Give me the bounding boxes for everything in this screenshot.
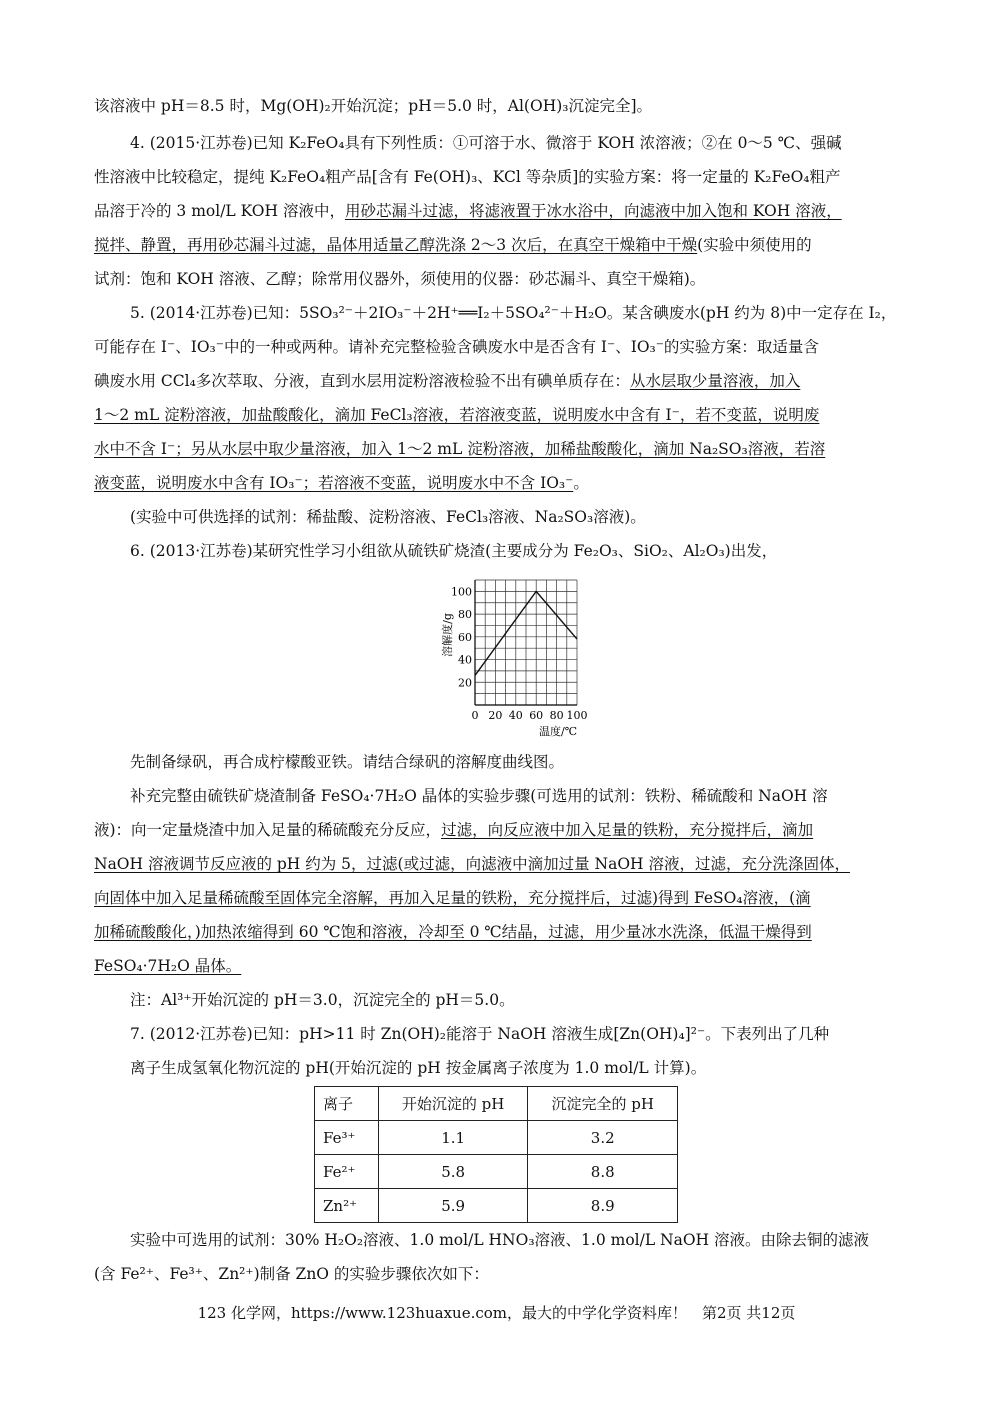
table-cell: 1.1 [378,1121,528,1155]
y-tick-label: 20 [458,676,472,690]
answer-underlined: 过滤，向反应液中加入足量的铁粉，充分搅拌后，滴加 [441,821,814,839]
question-6-note: 注：Al³⁺开始沉淀的 pH＝3.0，沉淀完全的 pH＝5.0。 [130,991,515,1009]
text-span: 液)：向一定量烧渣中加入足量的稀硫酸充分反应， [94,821,442,839]
answer-underlined: 向固体中加入足量稀硫酸至固体完全溶解，再加入足量的铁粉，充分搅拌后，过滤)得到 FeSO₄溶液，(滴 [94,889,811,907]
question-4-line [94,235,812,255]
question-5-line: 5. (2014·江苏卷)已知：5SO₃²⁻＋2IO₃⁻＋2H⁺══I₂＋5SO₄²⁻＋H₂O。某含碘废水(pH 约为 8)中一定存在 I₂， [130,304,897,322]
question-4-line: 4. (2015·江苏卷)已知 K₂FeO₄具有下列性质：①可溶于水、微溶于 KOH 浓溶液；②在 0～5 ℃、强碱 [130,134,842,152]
question-4-line: 试剂：饱和 KOH 溶液、乙醇；除常用仪器外，须使用的仪器：砂芯漏斗、真空干燥箱)。 [94,270,706,288]
answer-underlined: 加稀硫酸酸化，)加热浓缩得到 60 ℃饱和溶液，冷却至 0 ℃结晶，过滤，用少量冰水洗涤，低温干燥得到 [94,923,812,941]
table-cell: 8.8 [528,1155,678,1189]
table-cell: 5.9 [378,1189,528,1223]
text-span: 品溶于冷的 3 mol/L KOH 溶液中， [94,202,345,220]
table-header-cell: 沉淀完全的 pH [528,1087,678,1121]
question-6-line [94,820,813,840]
x-tick-label: 100 [566,709,588,722]
question-7-line: 实验中可选用的试剂：30% H₂O₂溶液、1.0 mol/L HNO₃溶液、1.0 mol/L NaOH 溶液。由除去铜的滤液 [130,1231,869,1249]
x-axis-label: 温度/℃ [538,725,578,738]
table-row [315,1155,678,1189]
y-tick-label: 60 [458,630,472,644]
question-6-line: 补充完整由硫铁矿烧渣制备 FeSO₄·7H₂O 晶体的实验步骤(可选用的试剂：铁粉、稀硫酸和 NaOH 溶 [130,787,828,805]
x-tick-label: 60 [529,709,544,722]
table-cell: Zn²⁺ [315,1189,379,1223]
table-header-cell: 离子 [315,1087,379,1121]
x-tick-label: 80 [549,709,564,722]
table-cell: Fe²⁺ [315,1155,379,1189]
answer-underlined: 1～2 mL 淀粉溶液，加盐酸酸化，滴加 FeCl₃溶液，若溶液变蓝，说明废水中含有 I⁻，若不变蓝，说明废 [94,406,820,424]
page-footer: 123 化学网，https://www.123huaxue.com，最大的中学化学资料库！ 第2页 共12页 [197,1304,796,1322]
table-row [315,1189,678,1223]
x-tick-label: 0 [471,709,479,722]
question-5-line: 可能存在 I⁻、IO₃⁻中的一种或两种。请补充完整检验含碘废水中是否含有 I⁻、IO₃⁻的实验方案：取适量含 [94,338,819,356]
text-line: 该溶液中 pH＝8.5 时，Mg(OH)₂开始沉淀；pH＝5.0 时，Al(OH)₃沉淀完全]。 [94,97,653,115]
question-5-line [94,473,589,493]
y-tick-label: 100 [451,585,472,599]
answer-underlined: 用砂芯漏斗过滤，将滤液置于冰水浴中，向滤液中加入饱和 KOH 溶液， [344,202,842,220]
text-span: 。 [573,474,589,492]
x-tick-label: 20 [488,709,503,722]
y-tick-label: 80 [458,608,472,622]
chart-grid [475,580,577,705]
question-7-line: 离子生成氢氧化物沉淀的 pH(开始沉淀的 pH 按金属离子浓度为 1.0 mol/L 计算)。 [130,1059,707,1077]
answer-underlined: 从水层取少量溶液，加入 [629,372,801,390]
table-cell: Fe³⁺ [315,1121,379,1155]
precipitation-ph-table [314,1086,678,1223]
question-6-line: 先制备绿矾，再合成柠檬酸亚铁。请结合绿矾的溶解度曲线图。 [130,753,565,771]
question-6-line: 6. (2013·江苏卷)某研究性学习小组欲从硫铁矿烧渣(主要成分为 Fe₂O₃、SiO₂、Al₂O₃)出发， [130,542,778,560]
answer-underlined: FeSO₄·7H₂O 晶体。 [94,957,242,975]
table-cell: 8.9 [528,1189,678,1223]
table-header-row [315,1087,678,1121]
answer-underlined: 水中不含 I⁻；另从水层中取少量溶液，加入 1～2 mL 淀粉溶液，加稀盐酸酸化，滴加 Na₂SO₃溶液，若溶 [94,440,826,458]
text-span: (实验中须使用的 [697,236,812,254]
question-4-line: 性溶液中比较稳定，提纯 K₂FeO₄粗产品[含有 Fe(OH)₃、KCl 等杂质]的实验方案：将一定量的 K₂FeO₄粗产 [94,168,841,186]
answer-underlined: NaOH 溶液调节反应液的 pH 约为 5，过滤(或过滤，向滤液中滴加过量 NaOH 溶液，过滤，充分洗涤固体， [94,855,850,873]
y-axis-label: 溶解度/g [441,613,454,657]
question-7-line: (含 Fe²⁺、Fe³⁺、Zn²⁺)制备 ZnO 的实验步骤依次如下： [94,1265,489,1283]
answer-underlined: 搅拌、静置，再用砂芯漏斗过滤，晶体用适量乙醇洗涤 2～3 次后，在真空干燥箱中干燥 [94,236,698,254]
question-4-line [94,201,842,221]
answer-underlined: 液变蓝，说明废水中含有 IO₃⁻；若溶液不变蓝，说明废水中不含 IO₃⁻ [94,474,574,492]
table-row [315,1121,678,1155]
question-7-line: 7. (2012·江苏卷)已知：pH>11 时 Zn(OH)₂能溶于 NaOH 溶液生成[Zn(OH)₄]²⁻。下表列出了几种 [130,1025,830,1043]
text-span: 碘废水用 CCl₄多次萃取、分液，直到水层用淀粉溶液检验不出有碘单质存在： [94,372,630,390]
table-header-cell: 开始沉淀的 pH [378,1087,528,1121]
solubility-chart [440,570,600,740]
x-tick-label: 40 [508,709,523,722]
y-tick-label: 40 [458,653,472,667]
table-cell: 5.8 [378,1155,528,1189]
question-5-line: (实验中可供选择的试剂：稀盐酸、淀粉溶液、FeCl₃溶液、Na₂SO₃溶液)。 [130,508,646,526]
table-cell: 3.2 [528,1121,678,1155]
question-5-line [94,371,800,391]
